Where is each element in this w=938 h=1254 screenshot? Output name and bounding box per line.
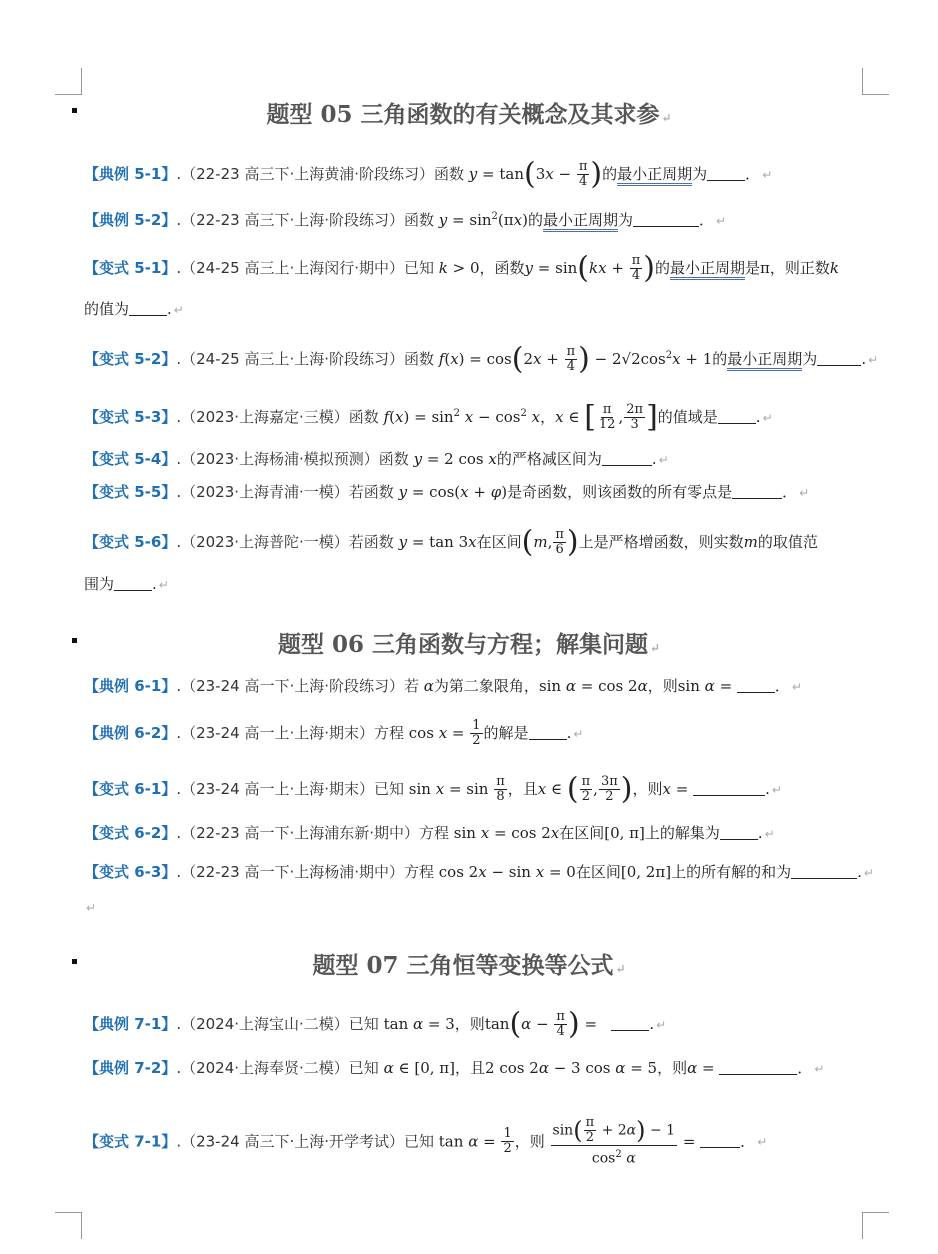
answer-blank[interactable] bbox=[633, 212, 699, 227]
answer-blank[interactable] bbox=[720, 825, 758, 840]
problem-variant-5-3: 【变式 5-3】.（2023·上海嘉定·三模）函数 $f(x) = \sin^2 x - \cos^2 x$，x ∈ [ $\frac{\pi}{12}$ , $\frac{2\pi}{3}$ ]的值域是 . ↵ bbox=[84, 399, 773, 435]
answer-blank[interactable] bbox=[693, 781, 765, 796]
answer-blank[interactable] bbox=[602, 451, 652, 466]
problem-example-7-1: 【典例 7-1】.（2024·上海宝山·二模）已知 tan α = 3，则tan(α − $\frac{\pi}{4}$ ) = . ↵ bbox=[84, 1006, 667, 1042]
answer-blank[interactable] bbox=[529, 725, 567, 740]
problem-variant-5-1: 【变式 5-1】.（24-25 高三上·上海闵行·期中）已知 k > 0，函数y = sin(kx + $\frac{\pi}{4}$ )的最小正周期是π，则正数k bbox=[84, 250, 839, 286]
problem-example-5-1: 【典例 5-1】.（22-23 高三下·上海黄浦·阶段练习）函数 y = tan(3x − $\frac{\pi}{4}$ )的最小正周期为 ． ↵ bbox=[84, 156, 773, 192]
answer-blank[interactable] bbox=[719, 1060, 797, 1075]
crop-mark-top-right bbox=[862, 68, 889, 95]
answer-blank[interactable] bbox=[707, 166, 745, 181]
answer-blank[interactable] bbox=[129, 301, 167, 316]
answer-blank[interactable] bbox=[718, 409, 756, 424]
crop-mark-bottom-left bbox=[55, 1212, 82, 1239]
crop-mark-top-left bbox=[55, 68, 82, 95]
section-title: 题型 06 三角函数与方程；解集问题 ↵ bbox=[277, 631, 661, 658]
section-title: 题型 07 三角恒等变换等公式 ↵ bbox=[312, 952, 626, 979]
problem-variant-5-5: 【变式 5-5】.（2023·上海青浦·一模）若函数 y = cos(x + φ)是奇函数，则该函数的所有零点是 ． ↵ bbox=[84, 483, 810, 501]
section-title: 题型 05 三角函数的有关概念及其求参 ↵ bbox=[266, 101, 672, 128]
problem-variant-5-6-cont: 围为 . ↵ bbox=[84, 575, 169, 593]
problem-example-7-2: 【典例 7-2】.（2024·上海奉贤·二模）已知 α ∈ [0, π]，且2 cos 2α − 3 cos α = 5，则α = ． ↵ bbox=[84, 1059, 825, 1077]
problem-variant-5-1-cont: 的值为 . ↵ bbox=[84, 300, 184, 318]
answer-blank[interactable] bbox=[791, 864, 857, 879]
answer-blank[interactable] bbox=[700, 1133, 740, 1148]
answer-blank[interactable] bbox=[817, 351, 861, 366]
problem-variant-5-2: 【变式 5-2】.（24-25 高三上·上海·阶段练习）函数 f(x) = cos(2x + $\frac{\pi}{4}$ ) − $2√2\cos^2x + 1$的最小正周期为 . ↵ bbox=[84, 341, 879, 377]
paragraph-mark: ↵ bbox=[86, 901, 97, 915]
problem-example-6-1: 【典例 6-1】.（23-24 高一下·上海·阶段练习）若 α为第二象限角，sin α = cos 2α，则sin α = ． ↵ bbox=[84, 677, 802, 695]
answer-blank[interactable] bbox=[611, 1016, 649, 1031]
problem-variant-7-1: 【变式 7-1】.（23-24 高三下·上海·开学考试）已知 tan α = $\frac{1}{2}$ ，则 sin( $\frac{\pi}{2}$ + 2α) − 1 $\cos^2 \alpha$ = ． ↵ bbox=[84, 1115, 768, 1167]
problem-variant-5-4: 【变式 5-4】.（2023·上海杨浦·模拟预测）函数 y = 2 cos x的严格减区间为 . ↵ bbox=[84, 450, 669, 468]
problem-example-5-2: 【典例 5-2】.（22-23 高三下·上海·阶段练习）函数 $y = \sin^2(\pi x)$的最小正周期为 ． ↵ bbox=[84, 208, 862, 230]
problem-variant-5-6: 【变式 5-6】.（2023·上海普陀·一模）若函数 y = tan 3x在区间(m, $\frac{\pi}{6}$ )上是严格增函数，则实数m的取值范 bbox=[84, 524, 818, 560]
problem-variant-6-2: 【变式 6-2】.（22-23 高一下·上海浦东新·期中）方程 sin x = cos 2x在区间[0, π]上的解集为 . ↵ bbox=[84, 824, 775, 842]
crop-mark-bottom-right bbox=[862, 1212, 889, 1239]
answer-blank[interactable] bbox=[732, 484, 782, 499]
problem-example-6-2: 【典例 6-2】.（23-24 高一上·上海·期末）方程 cos x = $\frac{1}{2}$ 的解是 . ↵ bbox=[84, 718, 584, 748]
answer-blank[interactable] bbox=[737, 678, 775, 693]
problem-variant-6-3: 【变式 6-3】.（22-23 高一下·上海杨浦·期中）方程 cos 2x − sin x = 0在区间[0, 2π]上的所有解的和为 . ↵ bbox=[84, 863, 874, 881]
answer-blank[interactable] bbox=[114, 576, 152, 591]
problem-variant-6-1: 【变式 6-1】.（23-24 高一上·上海·期末）已知 sin x = sin $\frac{\pi}{8}$ ，且x ∈ ( $\frac{\pi}{2}$ , $\frac{3\pi}{2}$ )，则x = . ↵ bbox=[84, 771, 782, 807]
